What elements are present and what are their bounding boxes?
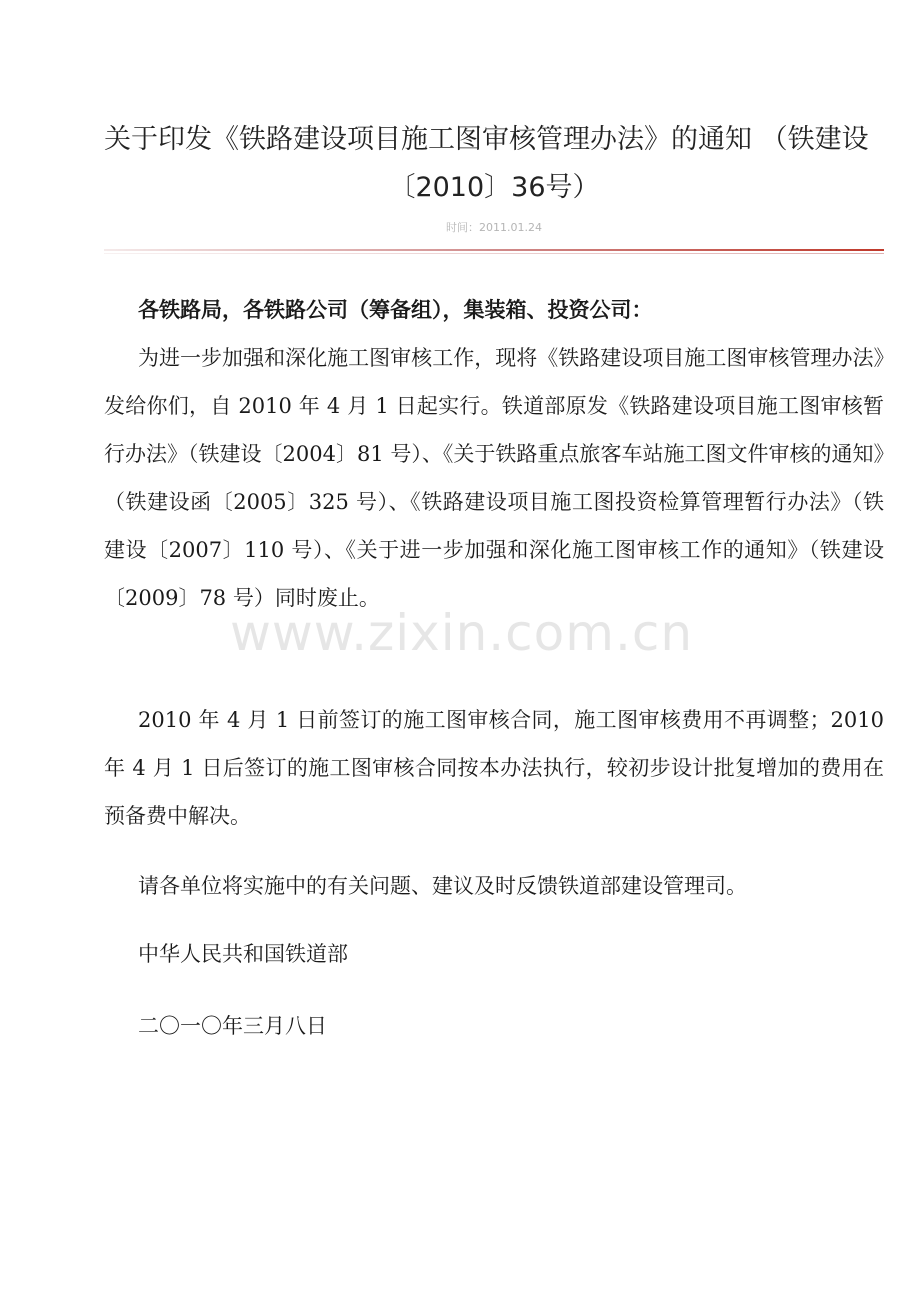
divider-line-thin [104,253,884,254]
body-paragraph-1: 为进一步加强和深化施工图审核工作，现将《铁路建设项目施工图审核管理办法》发给你们，自 2010 年 4 月 1 日起实行。铁道部原发《铁路建设项目施工图审核暂行办法》（铁建设〔2004〕81 号）、《关于铁路重点旅客车站施工图文件审核的通知》（铁建设函〔2005〕325 号）、《铁路建设项目施工图投资检算管理暂行办法》（铁建设〔2007〕110 号）、《关于进一步加强和深化施工图审核工作的通知》（铁建设〔2009〕78 号）同时废止。 [104,346,884,610]
publish-date: 时间：2011.01.24 [446,221,542,234]
signature-date: 二〇一〇年三月八日 [138,1014,327,1038]
salutation: 各铁路局，各铁路公司（筹备组），集装箱、投资公司： [138,298,653,322]
title-divider [104,247,884,255]
divider-line-thick [104,249,884,251]
watermark: www.zixin.com.cn [230,604,694,662]
document-title-line-1: 关于印发《铁路建设项目施工图审核管理办法》的通知 （铁建设 [104,124,869,155]
document-title-line-2: 〔2010〕36号） [388,172,600,203]
signature-issuer: 中华人民共和国铁道部 [138,942,348,966]
body-paragraph-3: 请各单位将实施中的有关问题、建议及时反馈铁道部建设管理司。 [138,874,747,898]
body-paragraph-2: 2010 年 4 月 1 日前签订的施工图审核合同，施工图审核费用不再调整；2010 年 4 月 1 日后签订的施工图审核合同按本办法执行，较初步设计批复增加的费用在预备费中解决。 [104,708,884,828]
